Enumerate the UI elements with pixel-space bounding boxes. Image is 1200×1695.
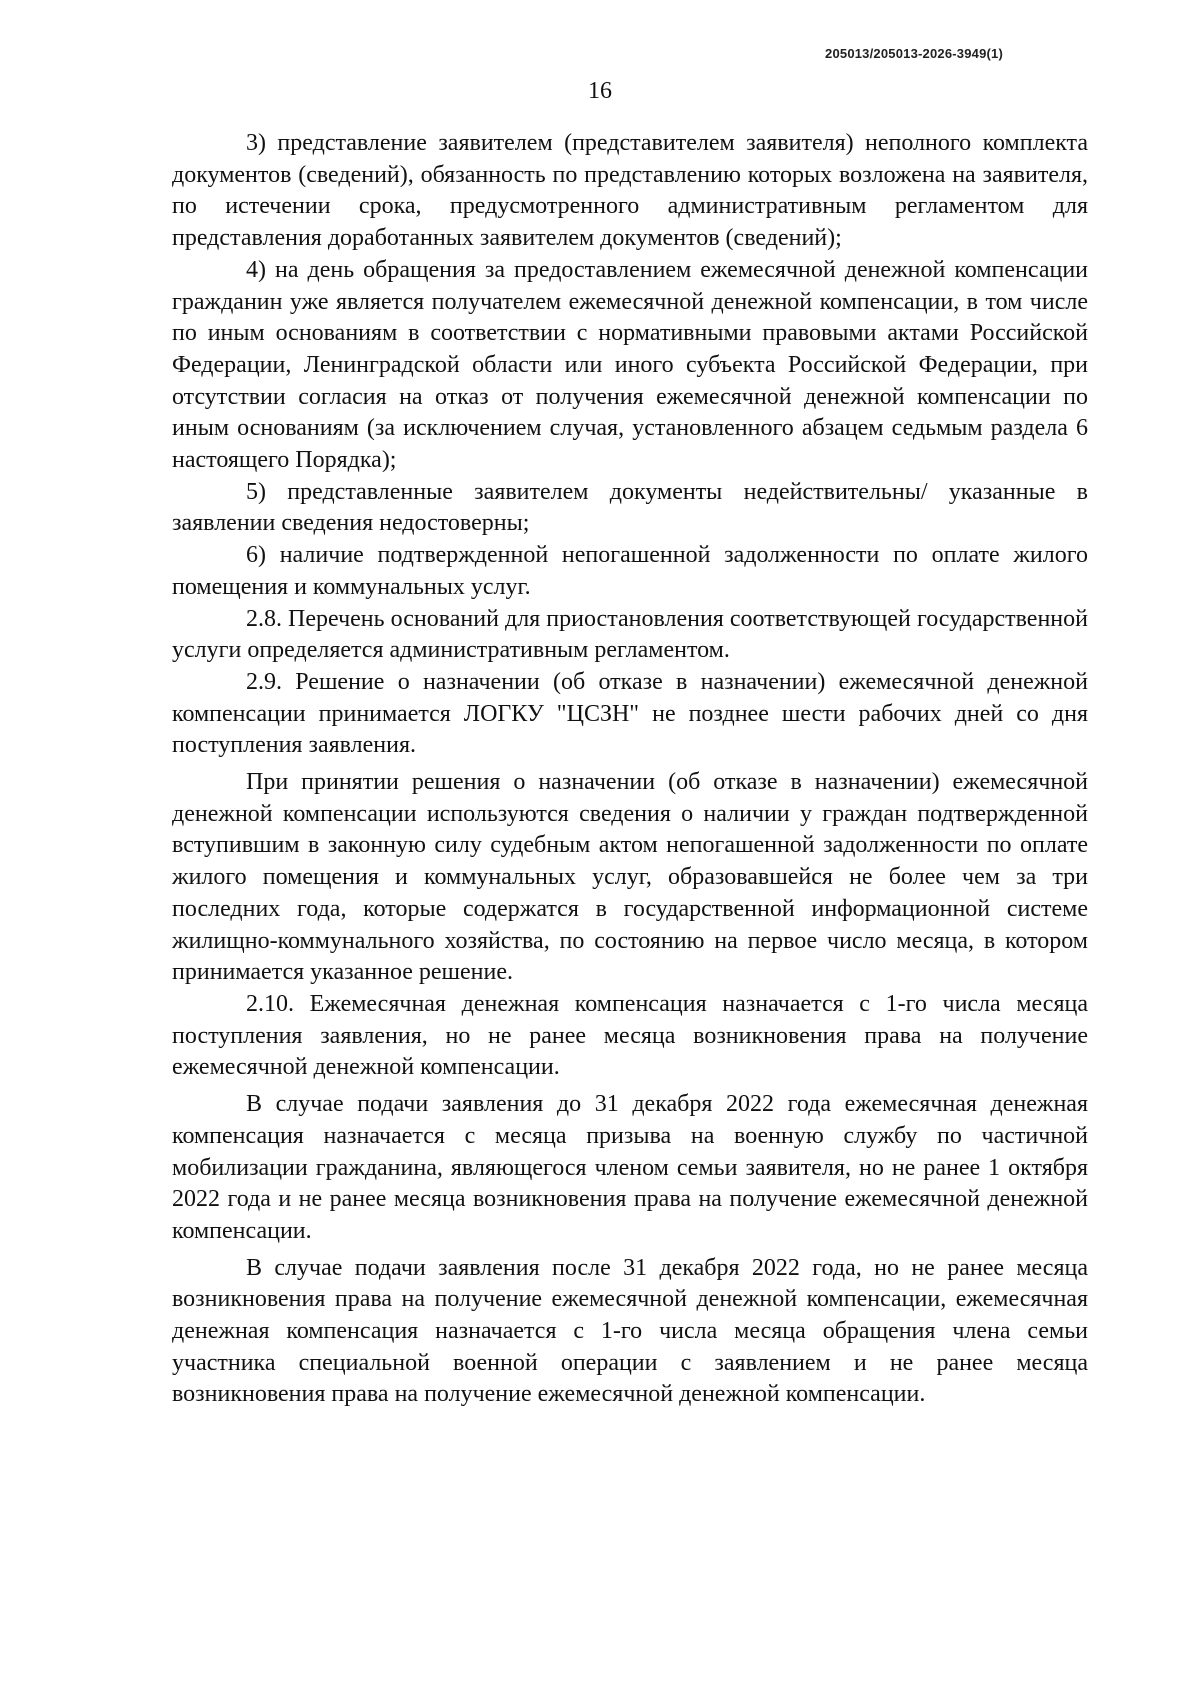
paragraph-2-9: 2.9. Решение о назначении (об отказе в назначении) ежемесячной денежной компенсации принимается ЛОГКУ "ЦСЗН" не позднее шести рабочих дней со дня поступления заявления. [172,668,1088,759]
paragraph-item-6: 6) наличие подтвержденной непогашенной задолженности по оплате жилого помещения и коммунальных услуг. [172,542,1088,600]
paragraph-2-8: 2.8. Перечень оснований для приостановления соответствующей государственной услуги определяется административным регламентом. [172,605,1088,664]
document-body [172,128,1088,1411]
document-id: 205013/205013-2026-3949(1) [825,46,1003,61]
paragraph-2-10: 2.10. Ежемесячная денежная компенсация назначается с 1-го числа месяца поступления заявления, но не ранее месяца возникновения права на получение ежемесячной денежной компенсации. [172,990,1088,1081]
paragraph-item-3: 3) представление заявителем (представителем заявителя) неполного комплекта документов (сведений), обязанность по представлению которых возложена на заявителя, по истечении срока, предусмотренного административным регламентом для представления доработанных заявителем документов (сведений); [172,130,1088,252]
page-number: 16 [588,78,612,104]
paragraph-item-4: 4) на день обращения за предоставлением ежемесячной денежной компенсации гражданин уже является получателем ежемесячной денежной компенсации, в том числе по иным основаниям в соответствии с нормативными правовыми актами Российской Федерации, Ленинградской области или иного субъекта Российской Федерации, при отсутствии согласия на отказ от получения ежемесячной денежной компенсации по иным основаниям (за исключением случая, установленного абзацем седьмым раздела 6 настоящего Порядка); [172,256,1088,474]
paragraph-item-5: 5) представленные заявителем документы недействительны/ указанные в заявлении сведения недостоверны; [172,478,1088,537]
paragraph-after-2022: В случае подачи заявления после 31 декабря 2022 года, но не ранее месяца возникновения права на получение ежемесячной денежной компенсации, ежемесячная денежная компенсация назначается с 1-го числа месяца обращения члена семьи участника специальной военной операции с заявлением и не ранее месяца возникновения права на получение ежемесячной денежной компенсации. [172,1254,1088,1408]
paragraph-before-2022: В случае подачи заявления до 31 декабря 2022 года ежемесячная денежная компенсация назначается с месяца призыва на военную службу по частичной мобилизации гражданина, являющегося членом семьи заявителя, но не ранее 1 октября 2022 года и не ранее месяца возникновения права на получение ежемесячной денежной компенсации. [172,1091,1088,1244]
paragraph-decision-info: При принятии решения о назначении (об отказе в назначении) ежемесячной денежной компенсации используются сведения о наличии у граждан подтвержденной вступившим в законную силу судебным актом непогашенной задолженности по оплате жилого помещения и коммунальных услуг, образовавшейся не более чем за три последних года, которые содержатся в государственной информационной системе жилищно-коммунального хозяйства, по состоянию на первое число месяца, в котором принимается указанное решение. [172,769,1088,986]
